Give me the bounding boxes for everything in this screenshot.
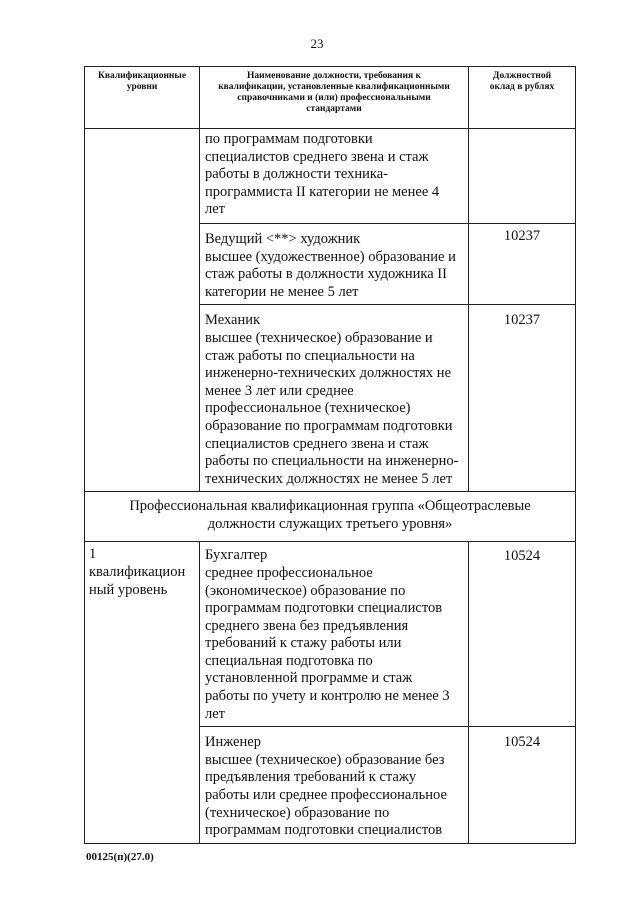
position-cell: по программам подготовки специалистов среднего звена и стаж работы в должности техника- программиста II категории не менее 4 лет <box>200 129 469 224</box>
table-row <box>85 542 576 727</box>
salary-cell: 10237 <box>469 305 576 492</box>
level-cell-empty <box>85 129 200 492</box>
salary-cell: 10524 <box>469 727 576 844</box>
header-position-requirements: Наименование должности, требования к квалификации, установленные квалификационными справочниками и (или) профессиональными стандартами <box>200 67 469 129</box>
group-heading: Профессиональная квалификационная группа «Общеотраслевые должности служащих третьего уровня» <box>85 492 576 542</box>
position-cell: Ведущий <**> художник высшее (художественное) образование и стаж работы в должности художника II категории не менее 5 лет <box>200 224 469 305</box>
table-row <box>85 129 576 224</box>
salary-cell <box>469 129 576 224</box>
position-cell: Механик высшее (техническое) образование и стаж работы по специальности на инженерно-технических должностях не менее 3 лет или среднее профессиональное (техническое) образование по программам подготовки специалистов среднего звена и стаж работы по специальности на инженерно- технических должностях не менее 5 лет <box>200 305 469 492</box>
salary-cell: 10237 <box>469 224 576 305</box>
header-qualification-levels: Квалификационные уровни <box>85 67 200 129</box>
position-cell: Бухгалтер среднее профессиональное (экономическое) образование по программам подготовки специалистов среднего звена без предъявления требований к стажу работы или специальная подготовка по установленной программе и стаж работы по учету и контролю не менее 3 лет <box>200 542 469 727</box>
document-code: 00125(п)(27.0) <box>86 851 154 863</box>
page-number: 23 <box>310 36 324 51</box>
level-cell: 1 квалификацион ный уровень <box>85 542 200 844</box>
position-cell: Инженер высшее (техническое) образование без предъявления требований к стажу работы или среднее профессиональное (техническое) образование по программам подготовки специалистов <box>200 727 469 844</box>
group-heading-row <box>85 492 576 542</box>
salary-cell: 10524 <box>469 542 576 727</box>
header-salary: Должностной оклад в рублях <box>469 67 576 129</box>
table-header-row <box>85 67 576 129</box>
salary-table <box>84 66 576 844</box>
